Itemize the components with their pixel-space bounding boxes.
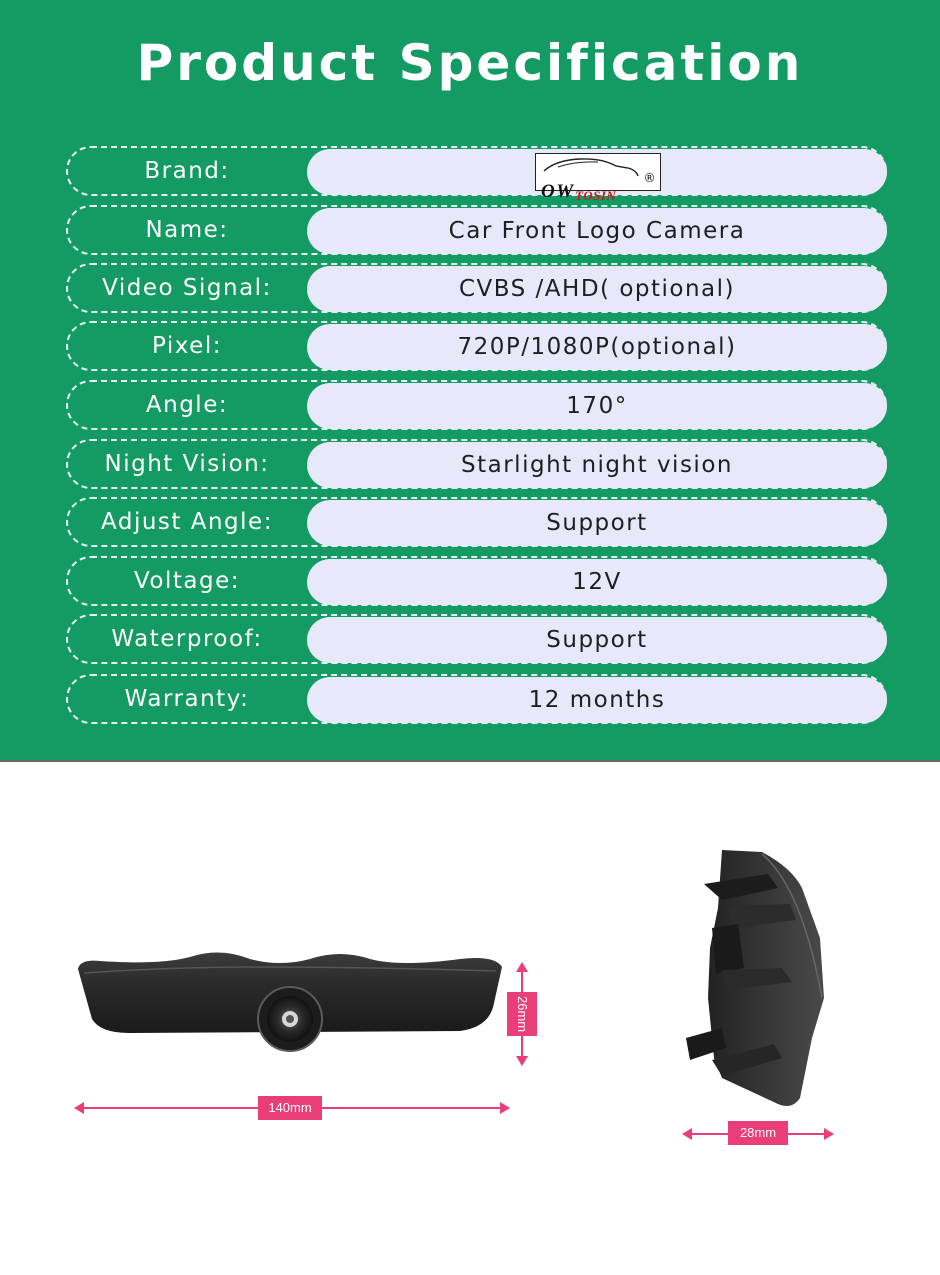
brand-logo [535, 153, 661, 203]
camera-side-view-image [682, 848, 842, 1112]
spec-label: Adjust Angle: [101, 509, 273, 535]
spec-value-brand [307, 149, 887, 203]
spec-row-angle [66, 380, 887, 430]
spec-label: Warranty: [124, 686, 250, 712]
spec-label: Name: [145, 217, 229, 243]
spec-row-night-vision [66, 439, 887, 489]
spec-row-video-signal [66, 263, 887, 313]
spec-label: Angle: [145, 392, 229, 418]
spec-label: Night Vision: [104, 451, 270, 477]
page-title: Product Specification [136, 34, 804, 92]
spec-label: Voltage: [133, 568, 241, 594]
height-dimension-label: 26mm [507, 992, 537, 1036]
spec-value: 12 months [307, 677, 887, 723]
spec-row-warranty [66, 674, 887, 724]
spec-value: Car Front Logo Camera [307, 208, 887, 254]
spec-row-pixel [66, 321, 887, 371]
spec-value: 720P/1080P(optional) [307, 324, 887, 370]
spec-value: CVBS /AHD( optional) [307, 266, 887, 312]
spec-value: 12V [307, 559, 887, 605]
spec-row-waterproof [66, 614, 887, 664]
spec-row-adjust-angle [66, 497, 887, 547]
camera-front-view-image [70, 945, 510, 1065]
spec-value: Support [307, 617, 887, 663]
spec-value: Support [307, 500, 887, 546]
divider-line [0, 760, 940, 762]
spec-value: Starlight night vision [307, 442, 887, 488]
registered-mark: ® [643, 171, 657, 185]
logo-text-ow: OW [541, 181, 575, 202]
spec-value: 170° [307, 383, 887, 429]
logo-text-tosin: TOSIN [575, 188, 617, 203]
spec-label: Video Signal: [102, 275, 272, 301]
spec-row-voltage [66, 556, 887, 606]
spec-row-brand [66, 146, 887, 203]
spec-row-name [66, 205, 887, 255]
spec-label: Brand: [144, 158, 230, 184]
spec-label: Pixel: [152, 333, 222, 359]
width-dimension-label: 140mm [258, 1096, 322, 1120]
spec-label: Waterproof: [111, 626, 263, 652]
depth-dimension-label: 28mm [728, 1121, 788, 1145]
